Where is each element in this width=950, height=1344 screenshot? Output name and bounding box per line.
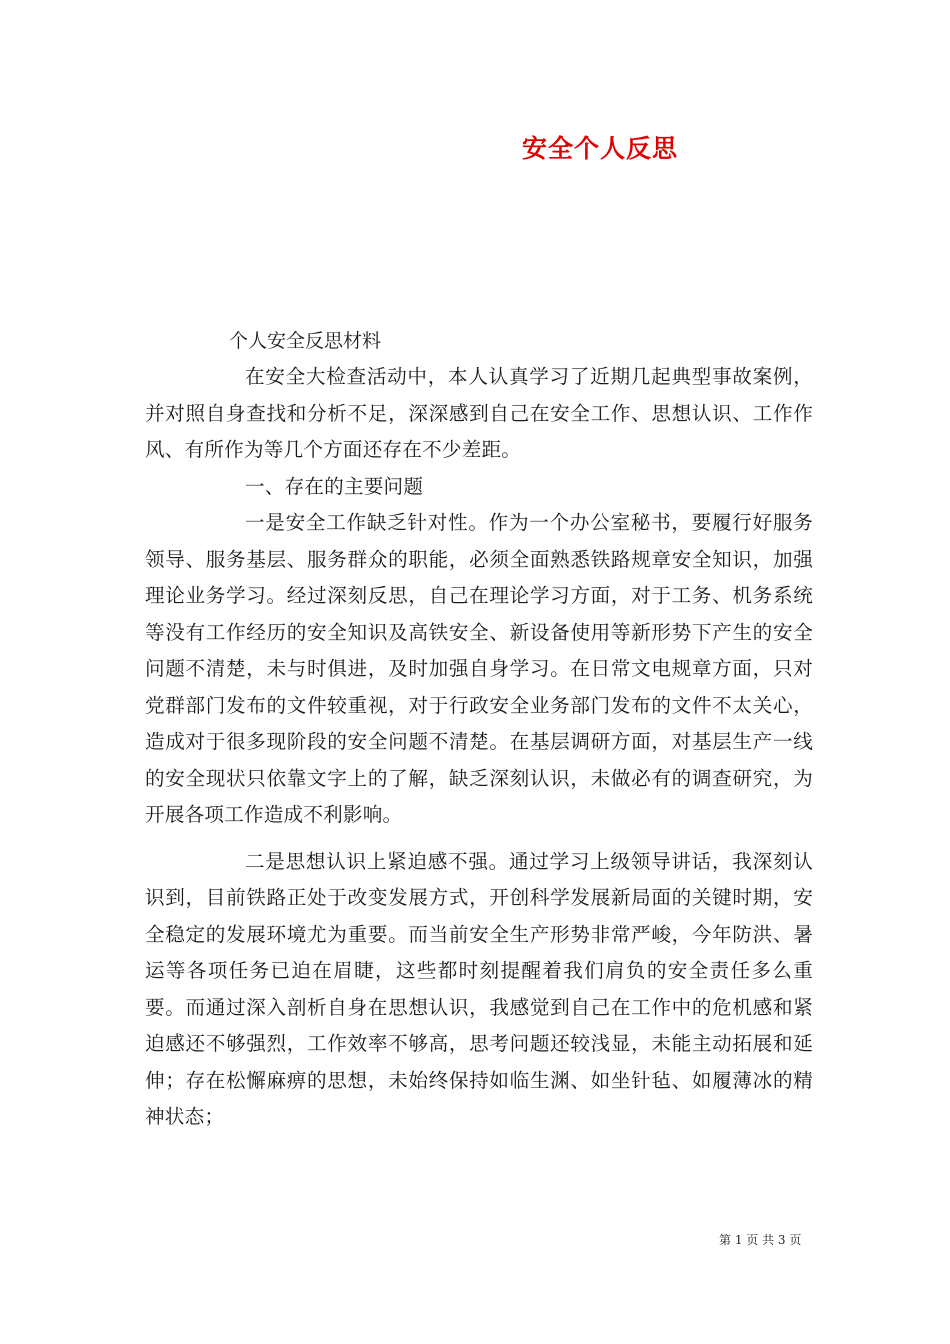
section-heading: 一、存在的主要问题 — [245, 474, 424, 498]
paragraph-problem-two: 二是思想认识上紧迫感不强。通过学习上级领导讲话，我深刻认识到，目前铁路正处于改变发展方式，开创科学发展新局面的关键时期，安全稳定的发展环境尤为重要。而当前安全生产形势非常严峻，今年防洪、暑运等各项任务已迫在眉睫，这些都时刻提醒着我们肩负的安全责任多么重要。而通过深入剖析自身在思想认识，我感觉到自己在工作中的危机感和紧迫感还不够强烈，工作效率不够高，思考问题还较浅显，未能主动拓展和延伸；存在松懈麻痹的思想，未始终保持如临生渊、如坐针毡、如履薄冰的精神状态； — [145, 849, 813, 1128]
paragraph-problem-one: 一是安全工作缺乏针对性。作为一个办公室秘书，要履行好服务领导、服务基层、服务群众的职能，必须全面熟悉铁路规章安全知识，加强理论业务学习。经过深刻反思，自己在理论学习方面，对于工务、机务系统等没有工作经历的安全知识及高铁安全、新设备使用等新形势下产生的安全问题不清楚，未与时俱进，及时加强自身学习。在日常文电规章方面，只对党群部门发布的文件较重视，对于行政安全业务部门发布的文件不太关心，造成对于很多现阶段的安全问题不清楚。在基层调研方面，对基层生产一线的安全现状只依靠文字上的了解，缺乏深刻认识，未做必有的调查研究，为开展各项工作造成不利影响。 — [145, 511, 813, 826]
document-body — [145, 359, 813, 1136]
document-subtitle: 个人安全反思材料 — [229, 330, 382, 352]
paragraph-intro: 在安全大检查活动中，本人认真学习了近期几起典型事故案例，并对照自身查找和分析不足，深深感到自己在安全工作、思想认识、工作作风、有所作为等几个方面还存在不少差距。 — [145, 365, 813, 461]
document-title: 安全个人反思 — [521, 134, 678, 163]
page-number: 第 1 页 共 3 页 — [719, 1233, 802, 1247]
